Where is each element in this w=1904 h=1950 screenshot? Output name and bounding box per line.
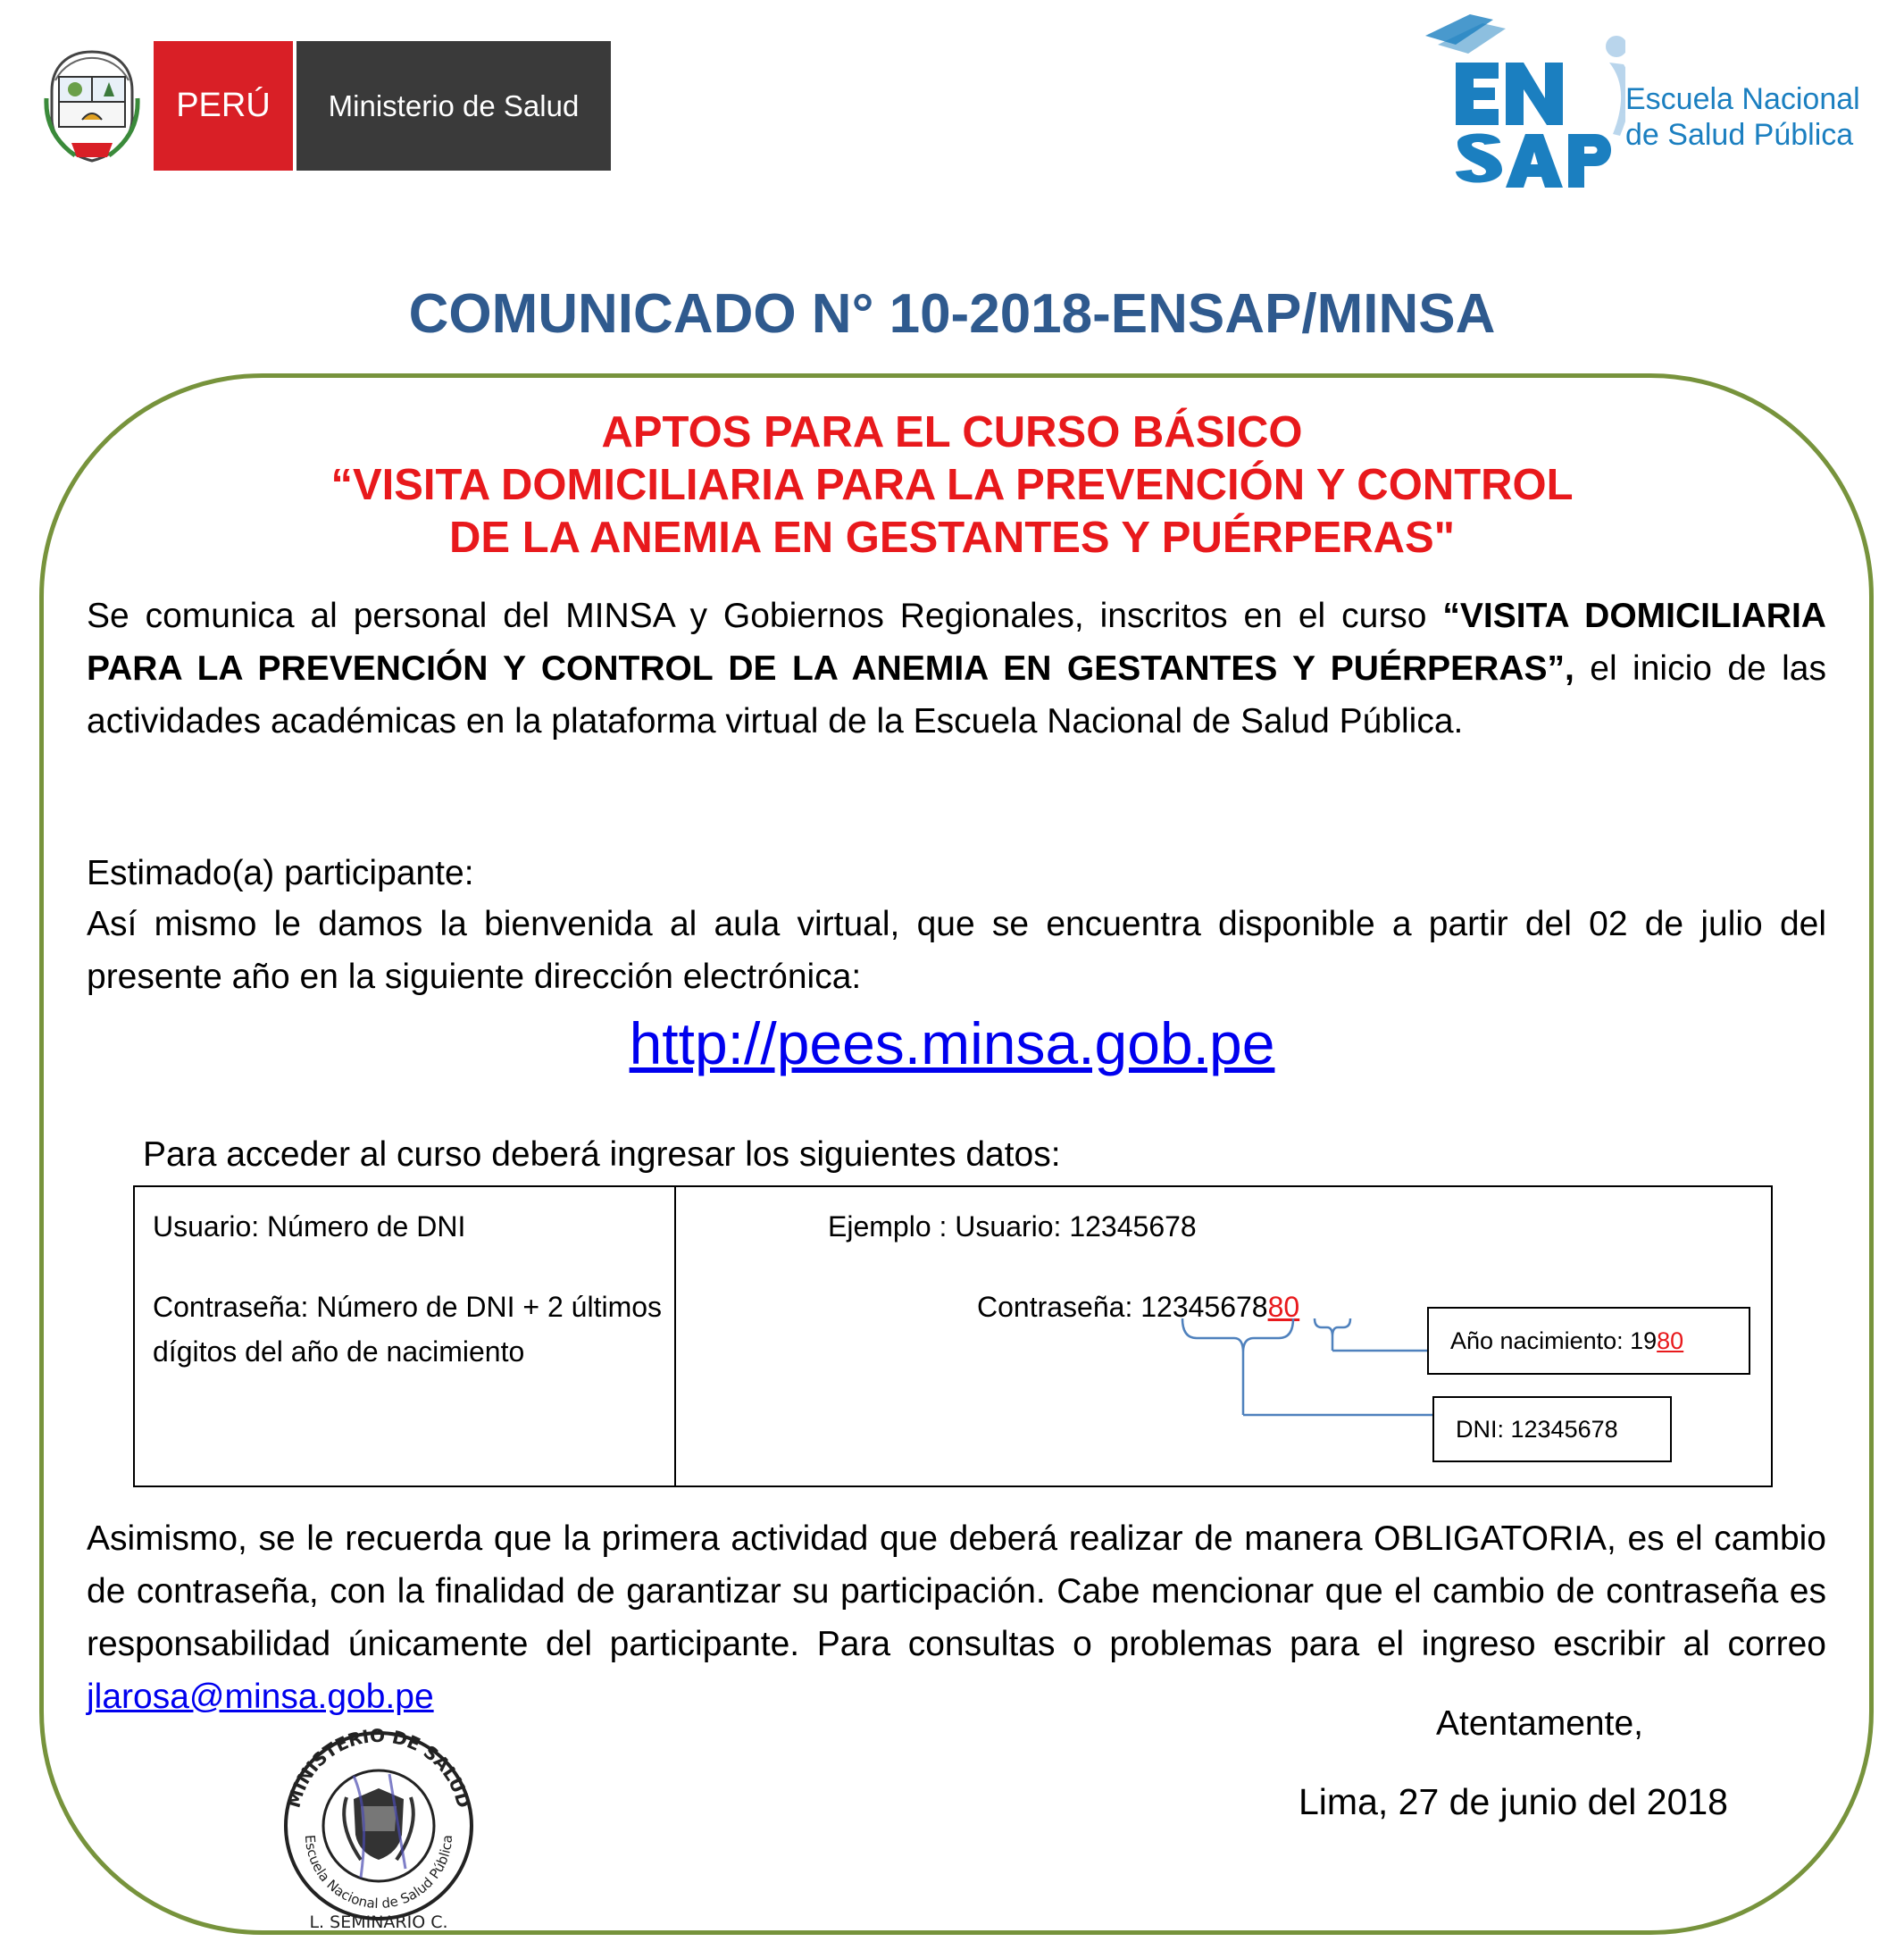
closing-salutation: Atentamente,	[1436, 1704, 1643, 1743]
bracket-connectors	[1161, 1313, 1447, 1429]
email-link[interactable]: jlarosa@minsa.gob.pe	[87, 1678, 434, 1716]
ensap-logo	[1420, 9, 1884, 210]
table-divider	[674, 1185, 676, 1487]
coat-of-arms-icon	[39, 45, 145, 168]
closing-paragraph	[87, 1512, 1826, 1723]
official-seal	[271, 1726, 486, 1933]
password-label-line1: Contraseña: Número de DNI + 2 últimos	[153, 1291, 663, 1323]
closing-text: Asimismo, se le recuerda que la primera actividad que deberá realizar de manera OBLIGATORIA, es el cambio de contraseña, con la finalidad de garantizar su participación. Cabe mencionar que el cambio de contraseña es responsabilidad únicamente del participante. Para consultas o problemas para el ingreso escribir al correo	[87, 1519, 1826, 1663]
date-line: Lima, 27 de junio del 2018	[1299, 1781, 1728, 1822]
document-title: COMUNICADO N° 10-2018-ENSAP/MINSA	[408, 283, 1496, 345]
seal-inner-text: Escuela Nacional de Salud Pública	[301, 1834, 456, 1912]
user-label: Usuario: Número de DNI	[153, 1210, 466, 1243]
course-url-link[interactable]: http://pees.minsa.gob.pe	[629, 1010, 1275, 1076]
course-url-container	[0, 1009, 1904, 1077]
intro-suffix: el inicio de las actividades académicas en la plataforma virtual de la Escuela Nacional de Salud Pública.	[87, 649, 1826, 741]
access-label: Para acceder al curso deberá ingresar los siguientes datos:	[143, 1135, 1061, 1174]
intro-prefix: Se comunica al personal del MINSA y Gobiernos Regionales, inscritos en el curso	[87, 597, 1443, 635]
seal-signature-name: L. SEMINARIO C.	[309, 1912, 448, 1932]
ensap-name-line2: de Salud Pública	[1625, 118, 1854, 152]
birth-year-prefix: Año nacimiento: 19	[1450, 1327, 1658, 1354]
dni-callout: DNI: 12345678	[1432, 1396, 1672, 1462]
subtitle-line: APTOS PARA EL CURSO BÁSICO	[601, 408, 1303, 456]
minsa-logo	[39, 41, 611, 171]
example-password-prefix: Contraseña: 12345678	[977, 1291, 1268, 1323]
salutation: Estimado(a) participante:	[87, 854, 474, 892]
seal-ring-text: MINISTERIO DE SALUD	[282, 1726, 475, 1811]
ministry-label: Ministerio de Salud	[296, 41, 611, 171]
password-label-line2: dígitos del año de nacimiento	[153, 1335, 525, 1368]
ensap-name-line1: Escuela Nacional	[1625, 82, 1860, 116]
ensap-emblem-icon	[1420, 9, 1625, 210]
subtitle-line: “VISITA DOMICILIARIA PARA LA PREVENCIÓN Y CONTROL	[330, 461, 1574, 509]
example-password-suffix: 80	[1267, 1291, 1300, 1323]
intro-paragraph	[87, 590, 1826, 748]
subtitle-line: DE LA ANEMIA EN GESTANTES Y PUÉRPERAS"	[449, 514, 1455, 562]
welcome-paragraph: Así mismo le damos la bienvenida al aula virtual, que se encuentra disponible a partir del 02 de julio del presente año en la siguiente dirección electrónica:	[87, 905, 1826, 996]
peru-label: PERÚ	[154, 41, 293, 171]
birth-year-suffix: 80	[1657, 1327, 1684, 1354]
birth-year-callout	[1427, 1307, 1750, 1375]
example-user: Ejemplo : Usuario: 12345678	[828, 1210, 1197, 1243]
course-name: “VISITA DOMICILIARIA PARA LA PREVENCIÓN Y CONTROL DE LA ANEMIA EN GESTANTES Y PUÉRPERAS”,	[87, 597, 1826, 688]
